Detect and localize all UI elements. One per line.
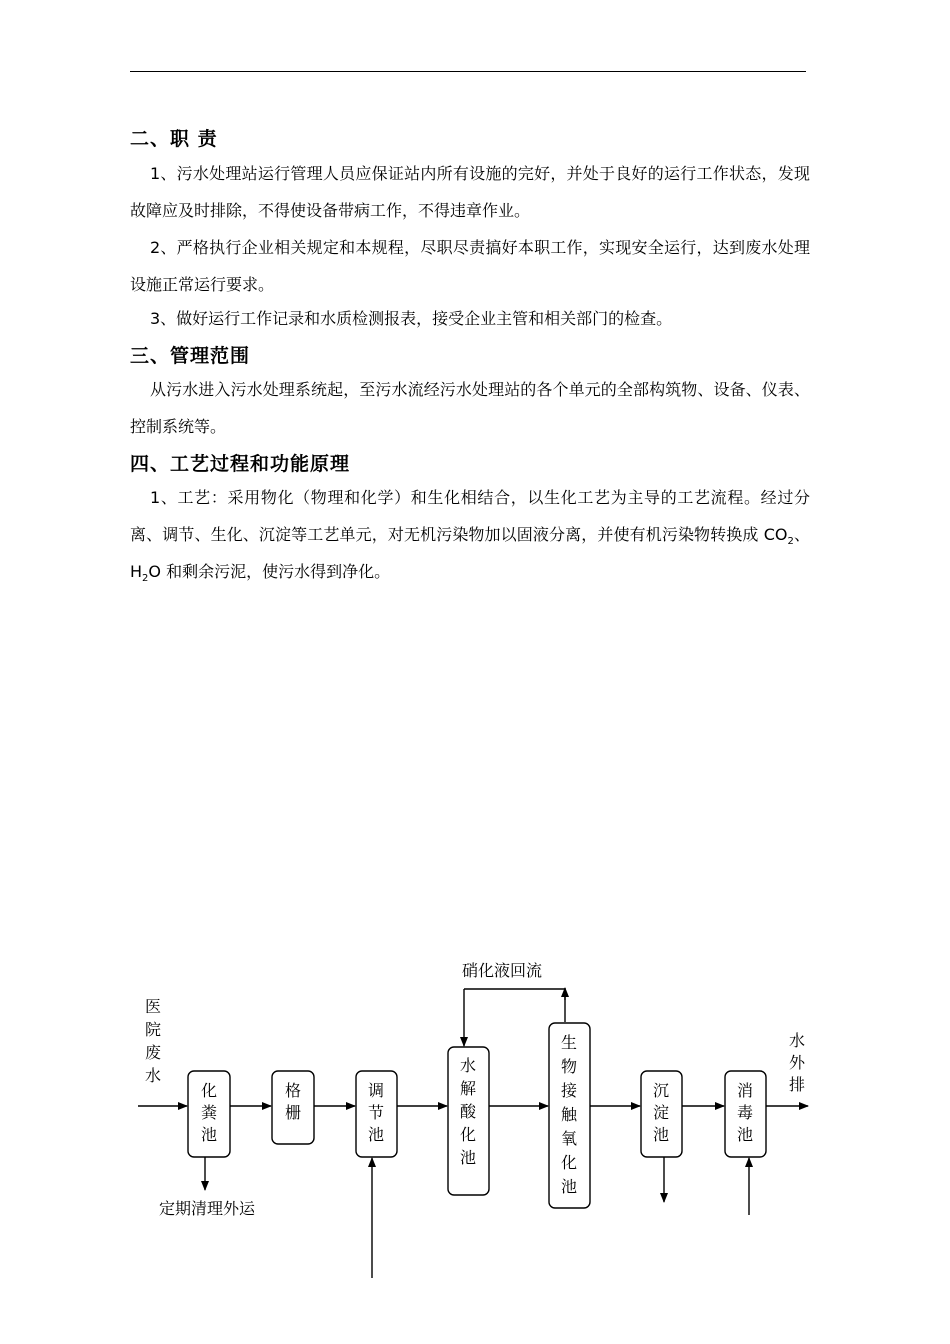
sedimentation-tank-char: 池 (652, 1125, 670, 1144)
input-label (145, 997, 161, 1085)
input-label-char: 医 (144, 997, 162, 1016)
hydrolysis-tank-char: 池 (459, 1148, 477, 1167)
input-label-char: 水 (144, 1066, 162, 1085)
recycle-line (464, 989, 565, 1022)
hydrolysis-tank-char: 解 (459, 1079, 477, 1098)
hydrolysis-tank-char: 水 (459, 1056, 477, 1075)
output-label (789, 1031, 806, 1094)
hydrolysis-tank-char: 化 (459, 1125, 477, 1144)
section-4-title: 四、工艺过程和功能原理 (130, 453, 351, 475)
sludge-label: 定期清理外运 (159, 1199, 256, 1218)
input-label-char: 废 (144, 1043, 162, 1062)
septic-tank-char: 池 (200, 1125, 218, 1144)
section-2-title: 二、职 责 (130, 128, 218, 150)
equalization-tank-char: 节 (367, 1103, 385, 1122)
input-label-char: 院 (144, 1020, 162, 1039)
h2o-subscript: 2 (142, 573, 149, 585)
equalization-tank-char: 池 (367, 1125, 385, 1144)
output-label-char: 排 (788, 1075, 806, 1094)
disinfection-tank-char: 池 (736, 1125, 754, 1144)
grille-char: 栅 (284, 1103, 302, 1122)
sedimentation-tank-char: 沉 (652, 1081, 670, 1100)
output-label-char: 外 (788, 1053, 806, 1072)
septic-tank-char: 化 (200, 1081, 218, 1100)
section-3-title: 三、管理范围 (130, 345, 251, 367)
output-label-char: 水 (788, 1031, 806, 1050)
oxidation-tank-char: 接 (560, 1081, 578, 1100)
oxidation-tank-char: 池 (560, 1177, 578, 1196)
co2-subscript: 2 (787, 536, 794, 548)
item-1-text-a: 1、工艺：采用物化（物理和化学）和生化相结合，以生化工艺为主导的工艺流程。经过分离、调节、生化、沉淀等工艺单元，对无机污染物加以固液分离，并使有机污染物转换成 CO (130, 488, 810, 544)
oxidation-tank-char: 生 (560, 1033, 578, 1052)
section-4-item-1 (130, 479, 810, 590)
recycle-label: 硝化液回流 (462, 961, 543, 980)
sedimentation-tank-char: 淀 (652, 1103, 670, 1122)
equalization-tank-char: 调 (367, 1081, 385, 1100)
hydrolysis-tank-char: 酸 (459, 1102, 477, 1121)
section-2-item-3: 3、做好运行工作记录和水质检测报表，接受企业主管和相关部门的检查。 (150, 309, 673, 328)
oxidation-tank-char: 物 (560, 1057, 578, 1076)
header-rule (130, 71, 806, 72)
oxidation-tank-char: 触 (560, 1105, 578, 1124)
disinfection-tank-char: 消 (736, 1081, 754, 1100)
disinfection-tank-char: 毒 (736, 1103, 754, 1122)
item-1-text-c: O 和剩余污泥，使污水得到净化。 (148, 562, 391, 581)
section-3-text: 从污水进入污水处理系统起，至污水流经污水处理站的各个单元的全部构筑物、设备、仪表、控制系统等。 (130, 380, 810, 436)
section-2-item-1: 1、污水处理站运行管理人员应保证站内所有设施的完好，并处于良好的运行工作状态，发现故障应及时排除，不得使设备带病工作，不得违章作业。 (130, 164, 810, 220)
section-2-item-2: 2、严格执行企业相关规定和本规程，尽职尽责搞好本职工作，实现安全运行，达到废水处理设施正常运行要求。 (130, 238, 810, 294)
oxidation-tank-char: 氧 (560, 1129, 578, 1148)
oxidation-tank-char: 化 (560, 1153, 578, 1172)
grille-char: 格 (284, 1081, 302, 1100)
item-1-text-b: 、H (130, 525, 810, 581)
process-flow-diagram (0, 940, 950, 1290)
septic-tank-char: 粪 (200, 1103, 218, 1122)
